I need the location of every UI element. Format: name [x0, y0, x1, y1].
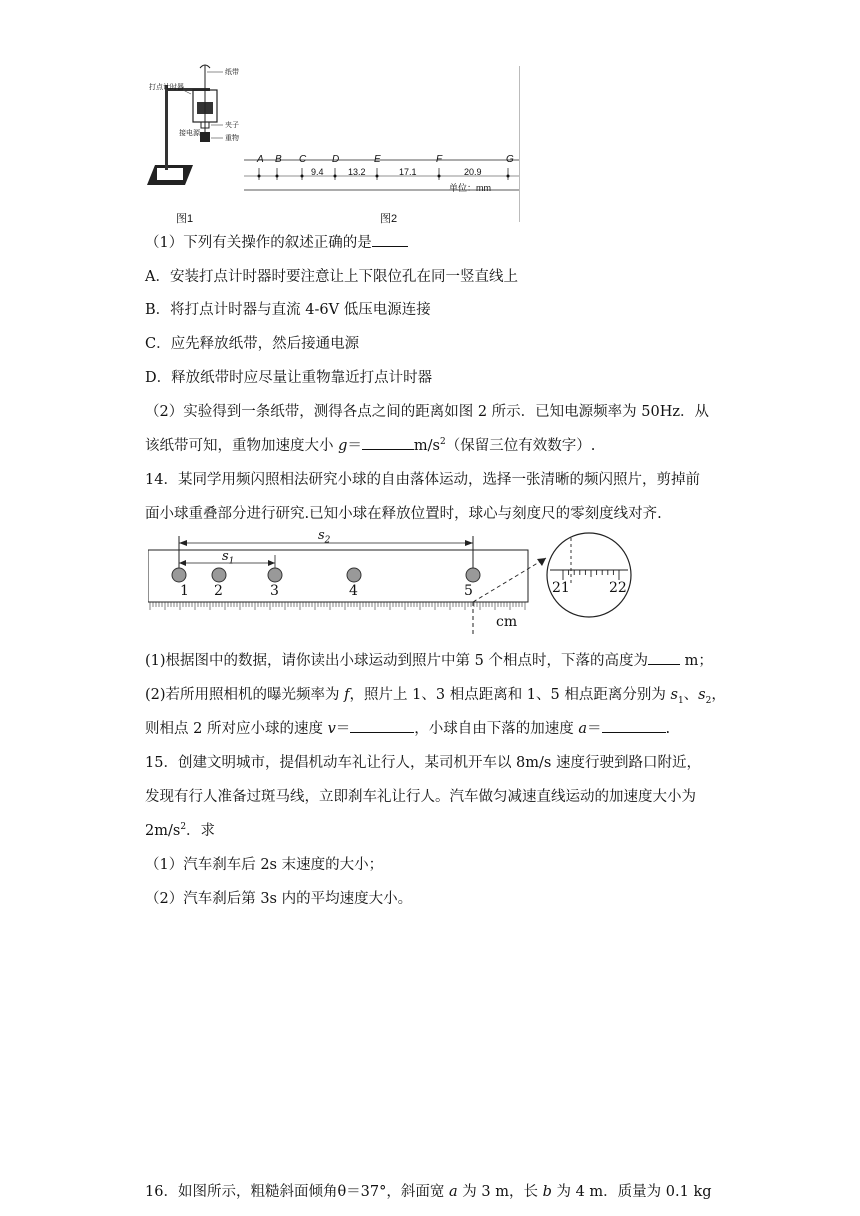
q14-p2a-sep: 、 [683, 687, 699, 703]
q14-p1-pre: (1)根据图中的数据，请你读出小球运动到照片中第 5 个相点时，下落的高度为 [145, 653, 648, 669]
tape-point-a: A [257, 154, 264, 165]
q13-option-d: D．释放纸带时应尽量让重物靠近打点计时器 [145, 370, 433, 386]
q14-p1 [145, 649, 713, 670]
q13-sub2-blank[interactable] [362, 435, 414, 450]
q16-pre: 16．如图所示，粗糙斜面倾角θ＝37°，斜面宽 [145, 1184, 449, 1200]
ball-label-1: 1 [180, 583, 189, 599]
label-s2-sub: 2 [324, 535, 331, 546]
zoom-label-22: 22 [609, 580, 627, 596]
q14-p2b [145, 717, 670, 738]
q14-p1-post: m； [679, 653, 713, 669]
figure-1 [145, 60, 255, 210]
tape-point-d: D [332, 154, 340, 165]
q14-p2a-end: ， [711, 687, 726, 703]
q15-line1: 15．创建文明城市，提倡机动车礼让行人，某司机开车以 8m/s 速度行驶到路口附近， [145, 755, 701, 771]
q15-l3-post: ．求 [186, 823, 216, 839]
q14-p2b-end: . [665, 721, 671, 737]
q16-mid2: 为 4 m．质量为 0.1 kg [551, 1184, 712, 1200]
zoom-label-21: 21 [552, 580, 570, 596]
q15-line3 [145, 819, 215, 840]
q14-p2a-pre: (2)若所用照相机的曝光频率为 [145, 687, 345, 703]
q13-sub1-text: （1）下列有关操作的叙述正确的是 [145, 235, 372, 251]
ball-label-4: 4 [349, 583, 358, 599]
q14-p2b-pre: 则相点 2 所对应小球的速度 [145, 721, 328, 737]
q13-eq: ＝ [347, 438, 362, 454]
fig1-label-clip: 夹子 [225, 122, 239, 129]
fig1-label-weight: 重物 [225, 135, 239, 142]
fig1-caption: 图1 [176, 213, 194, 225]
ball-label-5: 5 [464, 583, 473, 599]
ruler-unit: cm [496, 614, 518, 630]
tape-unit: 单位：mm [449, 183, 491, 193]
q14-p1-blank[interactable] [648, 650, 680, 665]
q16-var-b: b [542, 1184, 552, 1200]
q16-line1 [145, 1180, 712, 1201]
tape-distance-fg: 20.9 [464, 167, 482, 177]
q14-var-a: a [578, 721, 588, 737]
label-s1-sub: 1 [228, 556, 235, 567]
q14-var-s2-sub: 2 [705, 695, 712, 706]
tape-point-b: B [275, 154, 282, 165]
q14-p2b-mid: ，小球自由下落的加速度 [414, 721, 579, 737]
tape-distance-cd: 9.4 [311, 167, 324, 177]
q13-unit-sup: 2 [439, 437, 446, 448]
q13-var-g: g [338, 438, 348, 454]
ball-label-3: 3 [270, 583, 279, 599]
label-s2-var: s [318, 528, 325, 543]
q14-p2a-mid: ，照片上 1、3 相点距离和 1、5 相点距离分别为 [349, 687, 671, 703]
q16-var-a: a [449, 1184, 458, 1200]
label-s1-var: s [222, 549, 229, 564]
figure-2 [244, 150, 524, 200]
q15-sub2: （2）汽车刹后第 3s 内的平均速度大小。 [145, 891, 413, 907]
q13-sub1-blank[interactable] [372, 232, 408, 247]
q13-option-b: B．将打点计时器与直流 4-6V 低压电源连接 [145, 302, 431, 318]
q14-v-blank[interactable] [350, 718, 414, 733]
q13-sub2-pre: 该纸带可知，重物加速度大小 [145, 438, 339, 454]
q14-var-s1: s [670, 687, 678, 703]
tape-point-f: F [436, 154, 443, 165]
q13-sub2-line2 [145, 434, 595, 455]
tape-distance-ef: 17.1 [399, 167, 417, 177]
q14-figure [148, 530, 638, 635]
label-s2 [318, 528, 330, 546]
q15-line2: 发现有行人准备过斑马线，立即刹车礼让行人。汽车做匀减速直线运动的加速度大小为 [145, 789, 696, 805]
fig1-label-power: 接电源 [179, 130, 200, 137]
q13-option-a: A．安装打点计时器时要注意让上下限位孔在同一竖直线上 [145, 269, 518, 285]
q14-p2a [145, 683, 726, 706]
tape-point-c: C [299, 154, 307, 165]
q14-var-f: f [344, 687, 350, 703]
ball-label-2: 2 [214, 583, 223, 599]
q14-var-s1-sub: 1 [677, 695, 684, 706]
fig2-caption: 图2 [380, 213, 398, 225]
q13-unit: m/s [413, 438, 440, 454]
q15-sub1: （1）汽车刹车后 2s 末速度的大小； [145, 857, 384, 873]
q14-var-s2: s [698, 687, 706, 703]
fig1-label-timer: 打点计时器 [149, 84, 184, 91]
q13-sub1 [145, 231, 408, 252]
q13-option-c: C．应先释放纸带，然后接通电源 [145, 336, 360, 352]
q16-mid1: 为 3 m，长 [457, 1184, 543, 1200]
q14-p2b-eq2: ＝ [587, 721, 602, 737]
figure-divider [519, 66, 520, 222]
q14-var-v: v [327, 721, 336, 737]
fig1-label-paper: 纸带 [225, 69, 239, 76]
label-s1 [222, 549, 234, 567]
q13-sub2-line1: （2）实验得到一条纸带，测得各点之间的距离如图 2 所示．已知电源频率为 50Hz．从 [145, 404, 710, 420]
q14-p2b-eq: ＝ [335, 721, 351, 737]
q13-sub2-post: （保留三位有效数字）. [445, 438, 596, 454]
tape-distance-de: 13.2 [348, 167, 366, 177]
tape-point-g: G [506, 154, 514, 165]
q15-l3-pre: 2m/s [145, 823, 181, 839]
q14-line1: 14．某同学用频闪照相法研究小球的自由落体运动，选择一张清晰的频闪照片，剪掉前 [145, 472, 700, 488]
q15-l3-sup: 2 [180, 822, 187, 833]
q14-a-blank[interactable] [602, 718, 666, 733]
tape-point-e: E [374, 154, 381, 165]
q14-line2: 面小球重叠部分进行研究.已知小球在释放位置时，球心与刻度尺的零刻度线对齐. [145, 506, 662, 522]
